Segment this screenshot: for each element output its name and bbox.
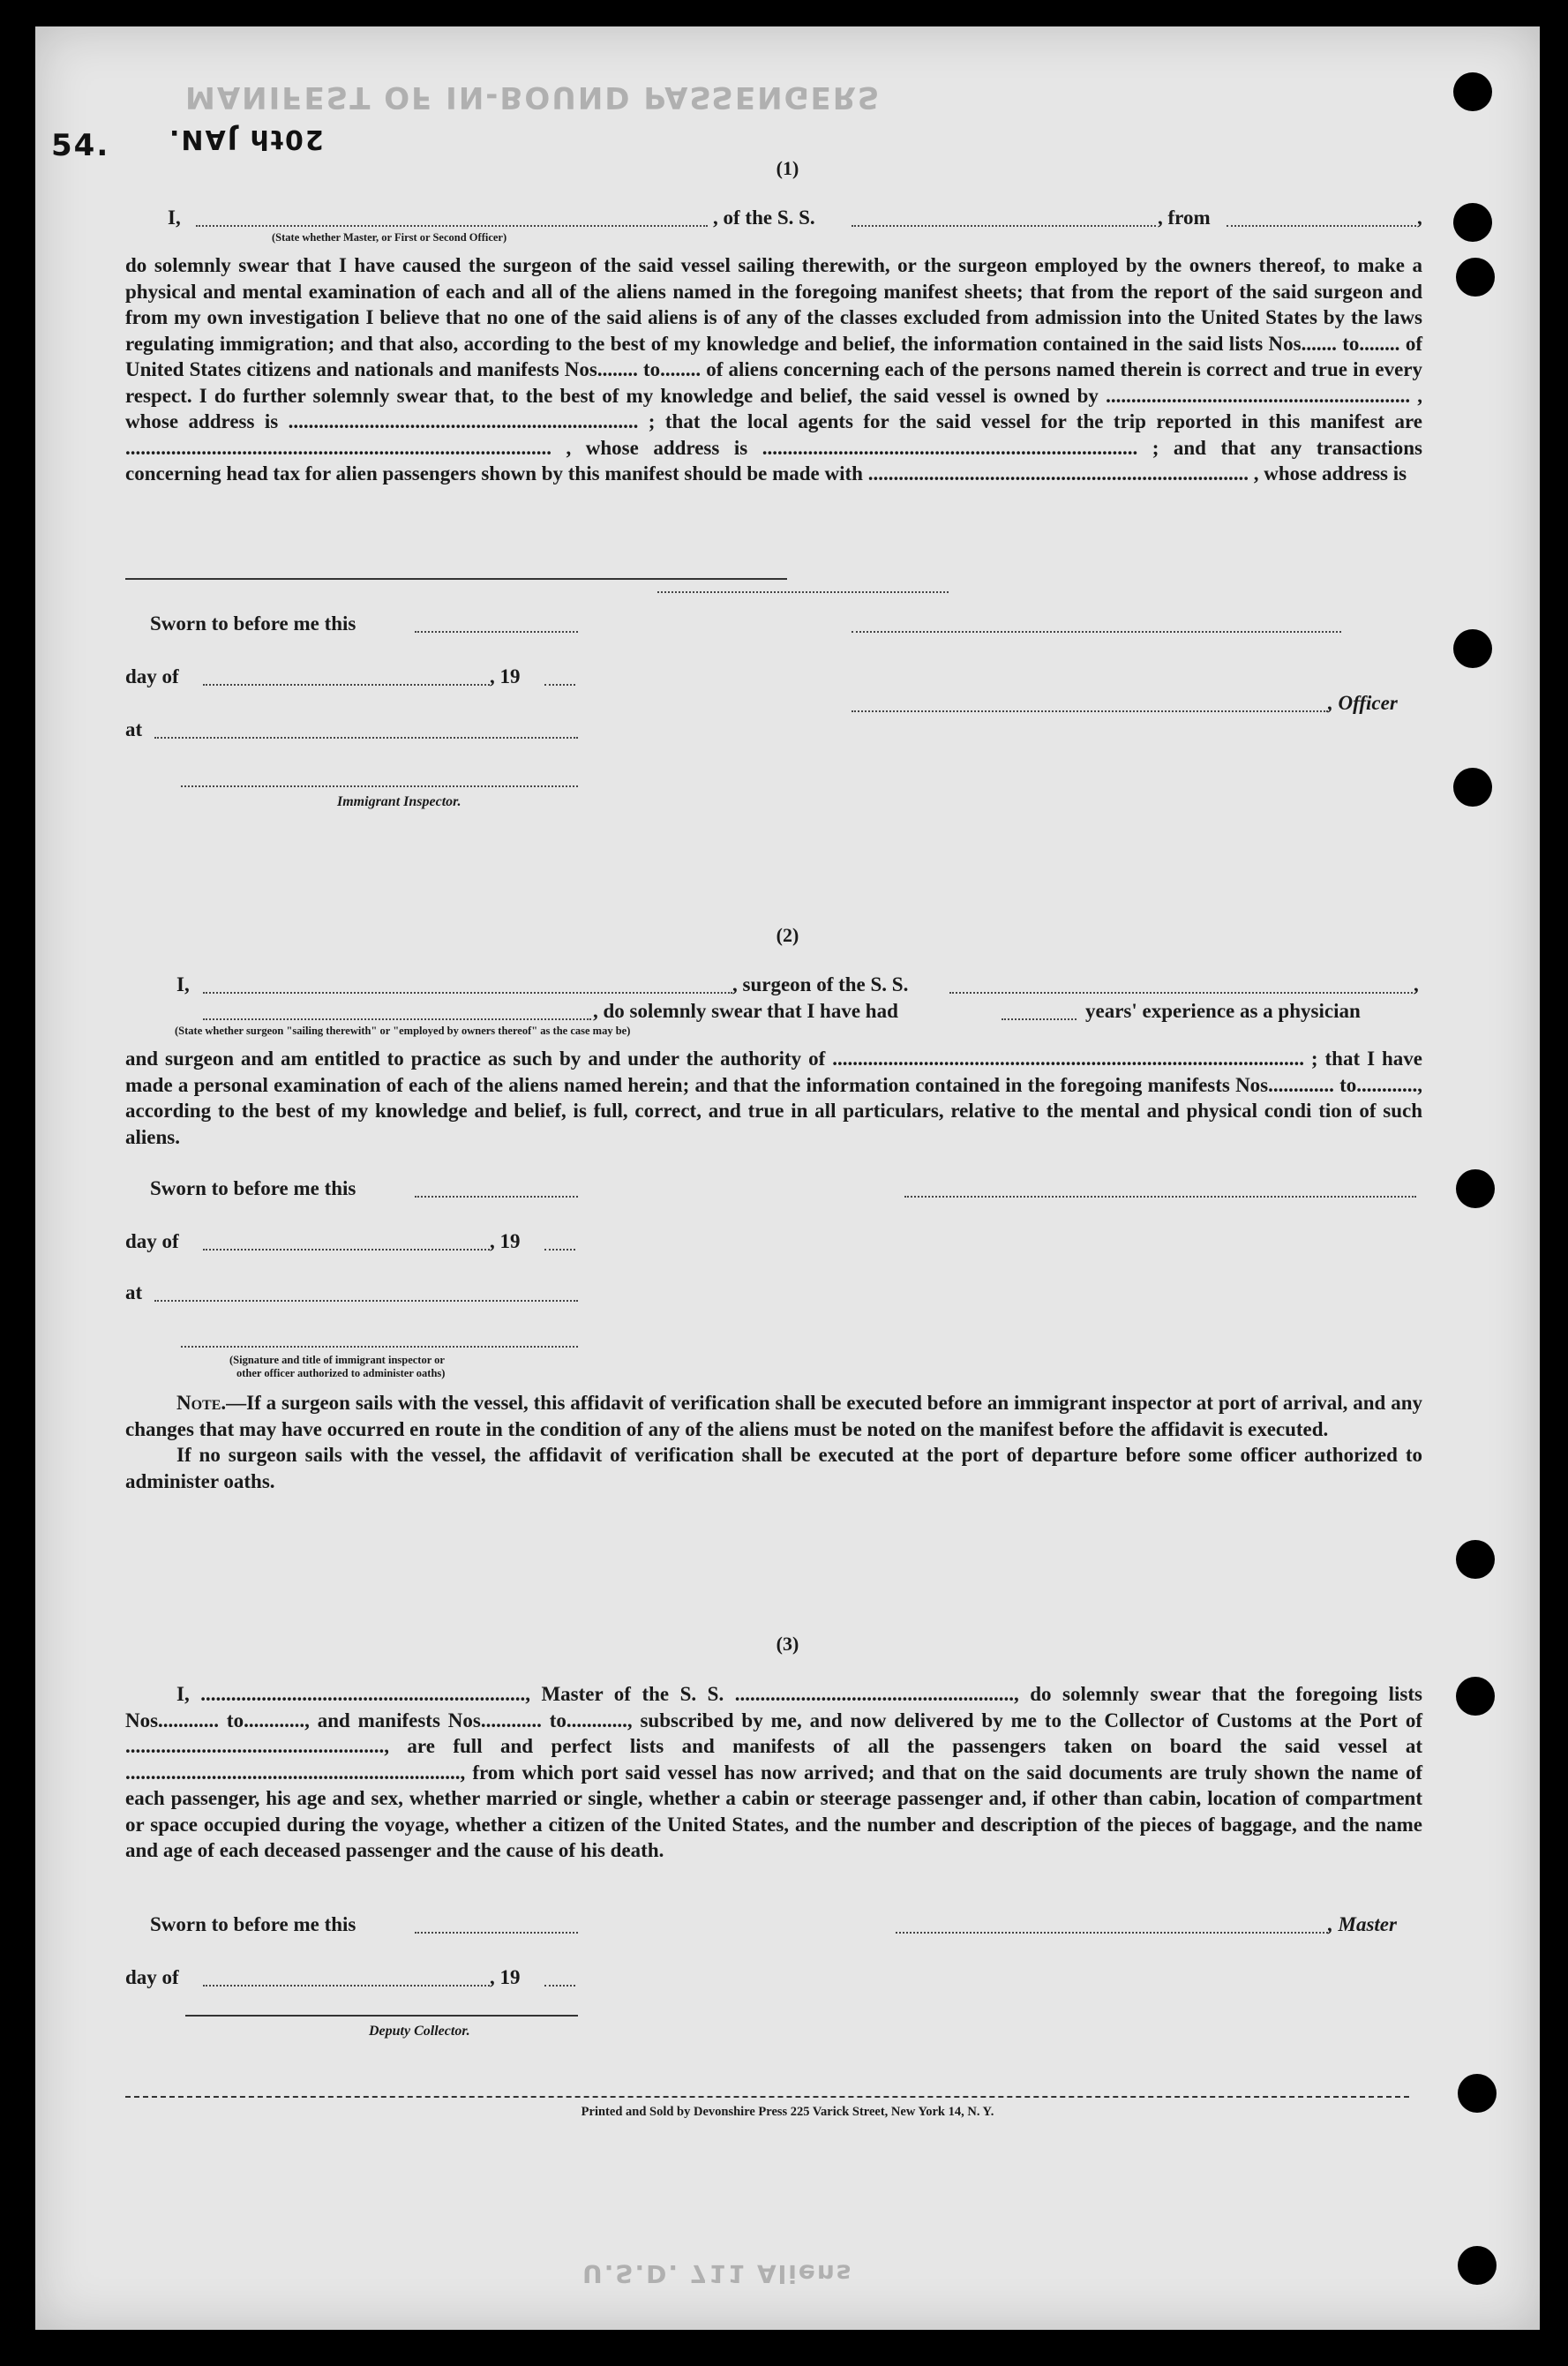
s3-sworn: Sworn to before me this (150, 1913, 356, 1935)
s2-note (125, 1390, 1422, 1494)
note-body: —If a surgeon sails with the vessel, this affidavit of verification shall be executed before an immigrant inspector at port of arrival, and any changes that may have occurred en route in the condition of any of the aliens must be noted on the manifest before the affidavit is executed. (125, 1392, 1422, 1440)
s1-sworn-blank (415, 631, 578, 633)
punch-hole (1456, 1677, 1495, 1716)
s1-inspector-label: Immigrant Inspector. (337, 794, 461, 809)
s1-line-from: , from (1158, 207, 1211, 229)
s3-body (125, 1681, 1422, 1864)
s1-body-text: do solemnly swear that I have caused the surgeon of the said vessel sailing therewith, or the surgeon employed by the owners thereof, to make a physical and mental examination of each and all of the aliens named in the foregoing manifest sheets; that from the report of the said surgeon and from my own investigation I believe that no one of the said aliens is of any of the classes excluded from admission into the United States by the laws regulating immigration; and that also, according to the best of my knowledge and belief, the information contained in the said lists Nos....... to........ of United States citizens and nationals and manifests Nos........ to........ of aliens concerning each of the persons named therein is correct and true in every respect. I do further solemnly swear that, to the best of my knowledge and belief, the said vessel is owned by ............................................................ , whose address is ..................................................................... ; that the local agents for the said vessel for the trip reported in this manifest are .................................................................................... , whose address is .......................................................................... ; and that any transactions concerning head tax for alien passengers shown by this manifest should be made with ........................................................................... , whose address is (125, 254, 1422, 484)
s2-solemnly-swear: , do solemnly swear that I have had (593, 1000, 898, 1022)
s2-line-end: , (1414, 973, 1419, 995)
s2-day-blank (203, 1249, 490, 1251)
s3-day-of: day of (125, 1966, 179, 1988)
s1-dotted-row (657, 591, 949, 593)
s3-day-blank (203, 1985, 490, 1987)
punch-hole (1456, 1540, 1495, 1579)
s1-at-blank (154, 737, 578, 739)
s1-line-of-ss: , of the S. S. (713, 207, 815, 229)
s2-name-blank (203, 992, 732, 994)
s1-day-of: day of (125, 665, 179, 687)
punch-hole (1453, 72, 1492, 111)
s2-surgeon-of-ss: , surgeon of the S. S. (732, 973, 909, 995)
s2-note-text-2: If no surgeon sails with the vessel, the affidavit of verification shall be executed at the port of departure before some officer authorized to administer oaths. (125, 1444, 1422, 1492)
s3-master-blank (896, 1932, 1328, 1934)
s1-body (125, 252, 1422, 487)
s2-signature-note-1: (Signature and title of immigrant inspector or (229, 1354, 445, 1366)
s1-officer-blank (196, 225, 708, 227)
s2-body-text: and surgeon and am entitled to practice as such by and under the authority of ............................................................................................. ; that I have made a personal examination of each of the aliens named herein; and that the information contained in the foregoing manifests Nos............. to............, according to the best of my knowledge and belief, is full, correct, and true in all particulars, relative to the mental and physical condi tion of such aliens. (125, 1048, 1422, 1148)
s2-surgeon-note: (State whether surgeon "sailing therewith" or "employed by owners thereof" as the case may be) (175, 1025, 631, 1037)
corner-date-stamp: 20th JAN. (168, 124, 324, 154)
s1-year-blank (544, 684, 575, 686)
section-2-number: (2) (776, 924, 799, 946)
s1-signature-blank (852, 631, 1341, 633)
s2-note-text (125, 1390, 1422, 1442)
s3-body-text: I, ................................................................, Master of the S. S. ......................................................., do solemnly swear that the foregoing lists Nos............ to............, and manifests Nos............ to............, subscribed by me, and now delivered by me to the Collector of Customs at the Port of ..................................................., are full and perfect lists and manifests of all the passengers taken on board the said vessel at .................................................................., from which port said vessel has now arrived; and that on the said documents are truly shown the name of each passenger, his age and sex, whether married or single, whether a cabin or steerage passenger and, if other than cabin, location of compartment or space occupied during the voyage, whether a citizen of the United States, and the number and description of the pieces of baggage, and the name and age of each deceased passenger and the cause of his death. (125, 1683, 1422, 1861)
s2-years-blank (1002, 1018, 1077, 1020)
s2-line-i: I, (176, 973, 190, 995)
s2-sworn-blank (415, 1196, 578, 1198)
s1-inspector-blank (181, 785, 578, 787)
s1-from-blank (1227, 225, 1416, 227)
punch-hole (1456, 1169, 1495, 1208)
s3-year: , 19 (490, 1966, 521, 1988)
s2-sworn: Sworn to before me this (150, 1177, 356, 1199)
section-3-number: (3) (776, 1633, 799, 1655)
footer-rule (125, 2096, 1409, 2098)
s2-year-blank (544, 1249, 575, 1251)
s2-body (125, 1046, 1422, 1150)
s1-day-blank (203, 684, 490, 686)
s3-year-blank (544, 1985, 575, 1987)
s2-at-blank (154, 1300, 578, 1302)
s1-ship-blank (852, 225, 1156, 227)
s2-signature-blank (904, 1196, 1416, 1198)
s2-years-experience: years' experience as a physician (1085, 1000, 1361, 1022)
s3-sworn-blank (415, 1932, 578, 1934)
s1-address-line (125, 578, 787, 580)
s1-line-end: , (1417, 207, 1422, 229)
s1-officer-note: (State whether Master, or First or Second Officer) (272, 231, 507, 244)
s1-line-i: I, (168, 207, 181, 229)
s2-signature-note-2: other officer authorized to administer oaths) (236, 1367, 446, 1379)
note-label: Note. (176, 1392, 227, 1414)
corner-number-stamp: 54. (51, 128, 110, 163)
s2-ship-blank (949, 992, 1413, 994)
section-1-number: (1) (776, 157, 799, 179)
s3-collector-blank (185, 2015, 578, 2017)
s2-inspector-blank (181, 1346, 578, 1348)
s2-sailing-blank (203, 1018, 591, 1020)
punch-hole (1456, 258, 1495, 297)
punch-hole (1453, 768, 1492, 807)
document-page (35, 26, 1540, 2330)
s1-at: at (125, 718, 143, 740)
s1-sworn: Sworn to before me this (150, 612, 356, 635)
punch-hole (1453, 629, 1492, 668)
s3-collector-label: Deputy Collector. (369, 2024, 470, 2039)
punch-hole (1453, 203, 1492, 242)
s3-master-label: , Master (1328, 1913, 1397, 1935)
bleed-through-bottom: U.S.D. 711 Aliens (582, 2259, 853, 2288)
s1-year: , 19 (490, 665, 521, 687)
s2-day-of: day of (125, 1230, 179, 1252)
s1-officer-label: , Officer (1328, 692, 1398, 714)
s1-officer-sign-blank (852, 710, 1328, 712)
s2-at: at (125, 1281, 143, 1303)
printer-footer: Printed and Sold by Devonshire Press 225 Varick Street, New York 14, N. Y. (581, 2105, 994, 2119)
punch-hole (1458, 2246, 1497, 2285)
s2-year: , 19 (490, 1230, 521, 1252)
bleed-through-text: MANIFEST OF IN-BOUND PASSENGERS (185, 79, 882, 115)
